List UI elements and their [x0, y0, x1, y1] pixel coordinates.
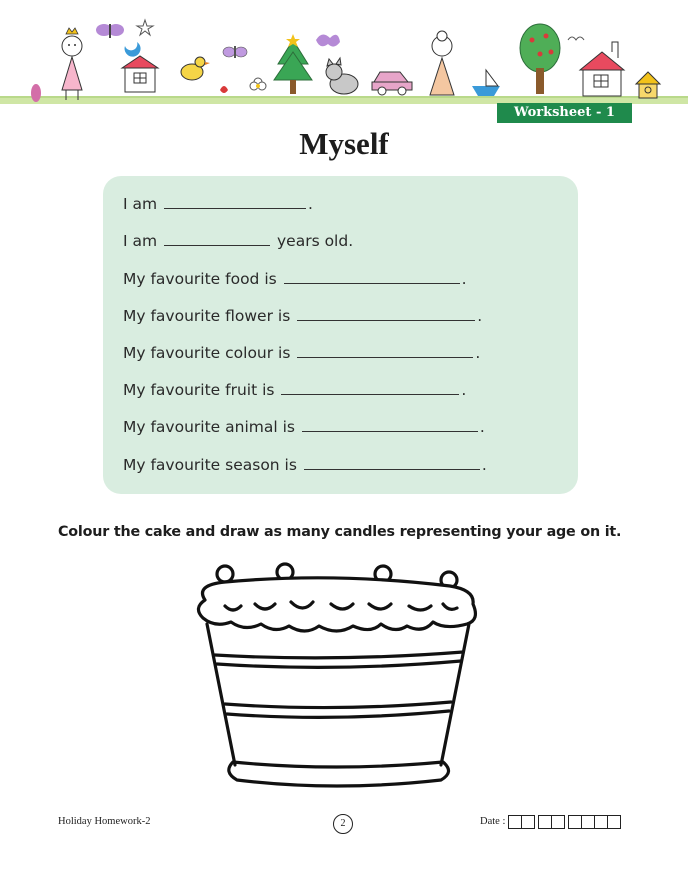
answer-blank[interactable] — [164, 231, 270, 246]
date-digit-box[interactable] — [521, 815, 535, 829]
form-line — [123, 306, 482, 326]
answer-blank[interactable] — [304, 455, 480, 470]
house-icon — [122, 56, 158, 92]
line-prefix: My favourite colour is — [123, 344, 291, 362]
butterfly-icon — [96, 24, 124, 38]
line-prefix: My favourite flower is — [123, 307, 291, 325]
form-line — [123, 417, 485, 437]
form-line — [123, 455, 487, 475]
form-line — [123, 194, 313, 214]
date-input-boxes[interactable] — [509, 815, 621, 829]
form-line — [123, 380, 466, 400]
hut-icon — [636, 72, 660, 98]
answer-blank[interactable] — [281, 380, 459, 395]
page-number: 2 — [333, 814, 353, 834]
line-suffix: . — [479, 418, 485, 436]
cat-icon — [326, 58, 358, 94]
moon-icon — [125, 42, 141, 57]
boat-icon — [472, 70, 500, 96]
flower-icon — [250, 78, 266, 90]
answer-blank[interactable] — [302, 417, 478, 432]
form-line — [123, 231, 353, 251]
line-prefix: I am — [123, 232, 158, 250]
worksheet-badge: Worksheet - 1 — [497, 103, 632, 123]
cake-drawing[interactable] — [185, 560, 490, 795]
line-prefix: My favourite season is — [123, 456, 297, 474]
answer-blank[interactable] — [297, 306, 475, 321]
house-icon — [568, 37, 624, 96]
date-digit-box[interactable] — [508, 815, 522, 829]
cloud-butterfly-icon — [316, 34, 340, 46]
line-prefix: My favourite fruit is — [123, 381, 275, 399]
line-suffix: . — [475, 344, 481, 362]
sparkle-icon — [137, 20, 153, 35]
date-day-boxes[interactable] — [509, 815, 535, 829]
line-suffix: years old. — [276, 232, 354, 250]
answer-blank[interactable] — [297, 343, 473, 358]
date-label: Date : — [480, 816, 506, 827]
flower-icon — [220, 86, 228, 93]
form-line — [123, 269, 467, 289]
line-prefix: I am — [123, 195, 158, 213]
line-prefix: My favourite food is — [123, 270, 277, 288]
date-digit-box[interactable] — [538, 815, 552, 829]
butterfly-icon — [223, 46, 247, 58]
date-year-boxes[interactable] — [569, 815, 621, 829]
pine-tree-icon — [274, 34, 312, 94]
grandma-doodle — [430, 31, 454, 95]
date-month-boxes[interactable] — [539, 815, 565, 829]
footer-homework-label: Holiday Homework-2 — [58, 816, 151, 827]
date-digit-box[interactable] — [594, 815, 608, 829]
line-suffix: . — [308, 195, 313, 213]
line-suffix: . — [481, 456, 487, 474]
date-digit-box[interactable] — [607, 815, 621, 829]
apple-tree-icon — [520, 24, 560, 94]
line-suffix: . — [461, 381, 467, 399]
date-digit-box[interactable] — [551, 815, 565, 829]
instruction-text: Colour the cake and draw as many candles representing your age on it. — [58, 524, 622, 540]
line-prefix: My favourite animal is — [123, 418, 295, 436]
princess-doodle — [62, 28, 82, 100]
line-suffix: . — [461, 270, 467, 288]
fill-in-box — [103, 176, 578, 494]
decorative-banner — [0, 0, 688, 112]
car-icon — [372, 72, 412, 95]
page-title: Myself — [299, 126, 389, 161]
answer-blank[interactable] — [284, 269, 460, 284]
date-digit-box[interactable] — [581, 815, 595, 829]
answer-blank[interactable] — [164, 194, 306, 209]
bird-icon — [181, 57, 210, 80]
gem-icon — [31, 84, 41, 102]
date-digit-box[interactable] — [568, 815, 582, 829]
form-line — [123, 343, 480, 363]
line-suffix: . — [477, 307, 483, 325]
